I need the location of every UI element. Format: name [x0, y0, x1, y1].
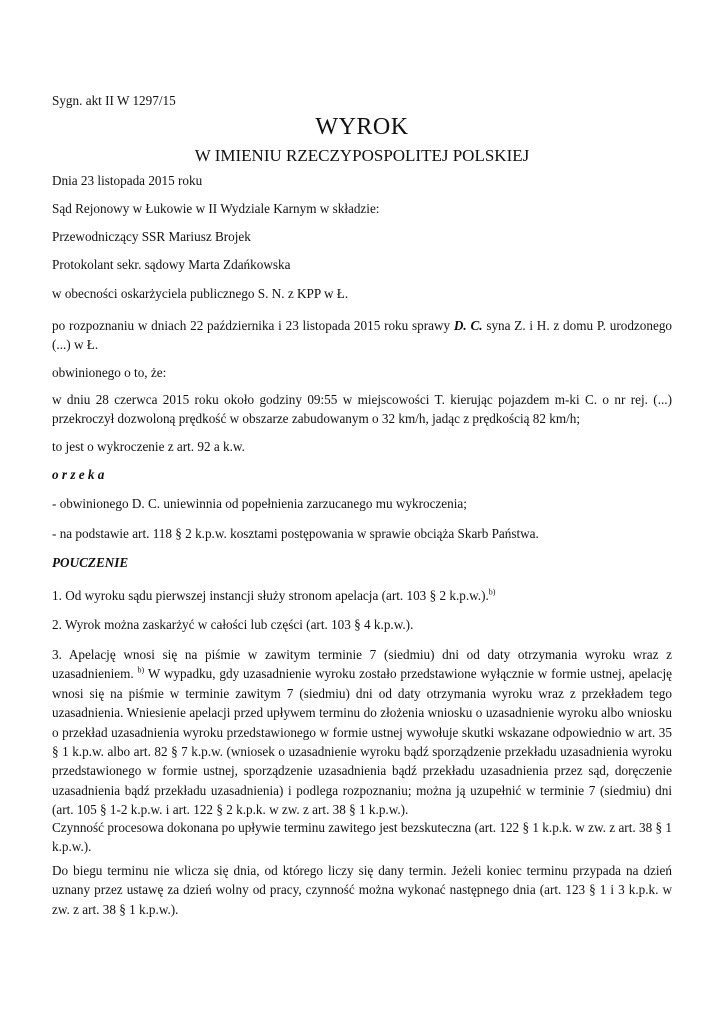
case-paragraph [52, 316, 672, 355]
instruction-heading: POUCZENIE [52, 555, 129, 570]
instruction-1-text: 1. Od wyroku sądu pierwszej instancji służy stronom apelacja (art. 103 § 2 k.p.w.). [52, 588, 489, 603]
case-text-after: syna Z. i H. z domu P. urodzonego (...) w Ł. [52, 318, 673, 353]
instruction-item-2: 2. Wyrok można zaskarżyć w całości lub części (art. 103 § 4 k.p.w.). [52, 617, 414, 632]
instruction-3-rest: W wypadku, gdy uzasadnienie wyroku zostało przedstawione wyłącznie w formie ustnej, apelację wnosi się na piśmie w terminie zawitym 7 (siedmiu) dni od daty otrzymania wyroku wraz z przekładem tego uzasadnienia. Wniesienie apelacji przed upływem terminu do złożenia wniosku o uzasadnienie wyroku albo wniosku o przekład uzasadnienia wyroku przedstawionego w formie ustnej wywołuje skutki wskazane odpowiednio w art. 35 § 1 k.p.w. albo art. 82 § 7 k.p.w. (wniosek o uzasadnienie wyroku bądź sporządzenie przekładu uzasadnienia wyroku przedstawionego w formie ustnej, sporządzenie uzasadnienia bądź przekładu uzasadnienia przez sąd, doręczenie uzasadnienia bądź przekładu uzasadnienia) i podlega rozpoznaniu; można ją uzupełnić w terminie 7 (siedmiu) dni (art. 105 § 1-2 k.p.w. i art. 122 § 2 k.p.k. w zw. z art. 38 § 1 k.p.w.). [52, 666, 673, 818]
instruction-item-1 [52, 587, 672, 605]
instruction-3-footnote: b) [137, 666, 145, 676]
instruction-3-first: 3. Apelację wnosi się na piśmie w zawitym terminie 7 (siedmiu) dni od daty otrzymania wyroku wraz z uzasadnieniem. [52, 647, 672, 682]
instruction-item-3 [52, 645, 672, 820]
document-subtitle: W IMIENIU RZECZYPOSPOLITEJ POLSKIEJ [194, 146, 530, 165]
offence-line: to jest o wykroczenie z art. 92 a k.w. [52, 439, 245, 454]
accused-line: obwinionego o to, że: [52, 365, 167, 380]
document-title: WYROK [315, 114, 409, 140]
note-time-limit: Czynność procesowa dokonana po upływie terminu zawitego jest bezskuteczna (art. 122 § 1 k.p.k. w zw. z art. 38 § 1 k.p.w.). [52, 820, 672, 855]
defendant-name: D. C. [453, 318, 483, 333]
verdict-item-costs: - na podstawie art. 118 § 2 k.p.w. kosztami postępowania w sprawie obciąża Skarb Państwa. [52, 526, 539, 541]
chair-line: Przewodniczący SSR Mariusz Brojek [52, 229, 251, 244]
date-line: Dnia 23 listopada 2015 roku [52, 173, 203, 188]
instruction-1-footnote: b) [488, 587, 496, 597]
note-deadline-counting: Do biegu terminu nie wlicza się dnia, od którego liczy się dany termin. Jeżeli koniec terminu przypada na dzień uznany przez ustawę za dzień wolny od pracy, czynność można wykonać następnego dnia (art. 123 § 1 i 3 k.p.k. w zw. z art. 38 § 1 k.p.w.). [52, 863, 672, 917]
verdict-heading: o r z e k a [52, 467, 105, 482]
case-signature: Sygn. akt II W 1297/15 [52, 93, 176, 108]
clerk-line: Protokolant sekr. sądowy Marta Zdańkowska [52, 257, 291, 272]
verdict-item-acquittal: - obwinionego D. C. uniewinnia od popełnienia zarzucanego mu wykroczenia; [52, 496, 467, 511]
charge-paragraph: w dniu 28 czerwca 2015 roku około godziny 09:55 w miejscowości T. kierując pojazdem m-ki C. o nr rej. (...) przekroczył dozwoloną prędkość w obszarze zabudowanym o 32 km/h, jadąc z prędkością 82 km/h; [52, 392, 672, 427]
prosecutor-line: w obecności oskarżyciela publicznego S. N. z KPP w Ł. [52, 286, 349, 301]
case-text-before: po rozpoznaniu w dniach 22 października i 23 listopada 2015 roku sprawy [52, 318, 454, 333]
court-line: Sąd Rejonowy w Łukowie w II Wydziale Karnym w składzie: [52, 201, 380, 216]
